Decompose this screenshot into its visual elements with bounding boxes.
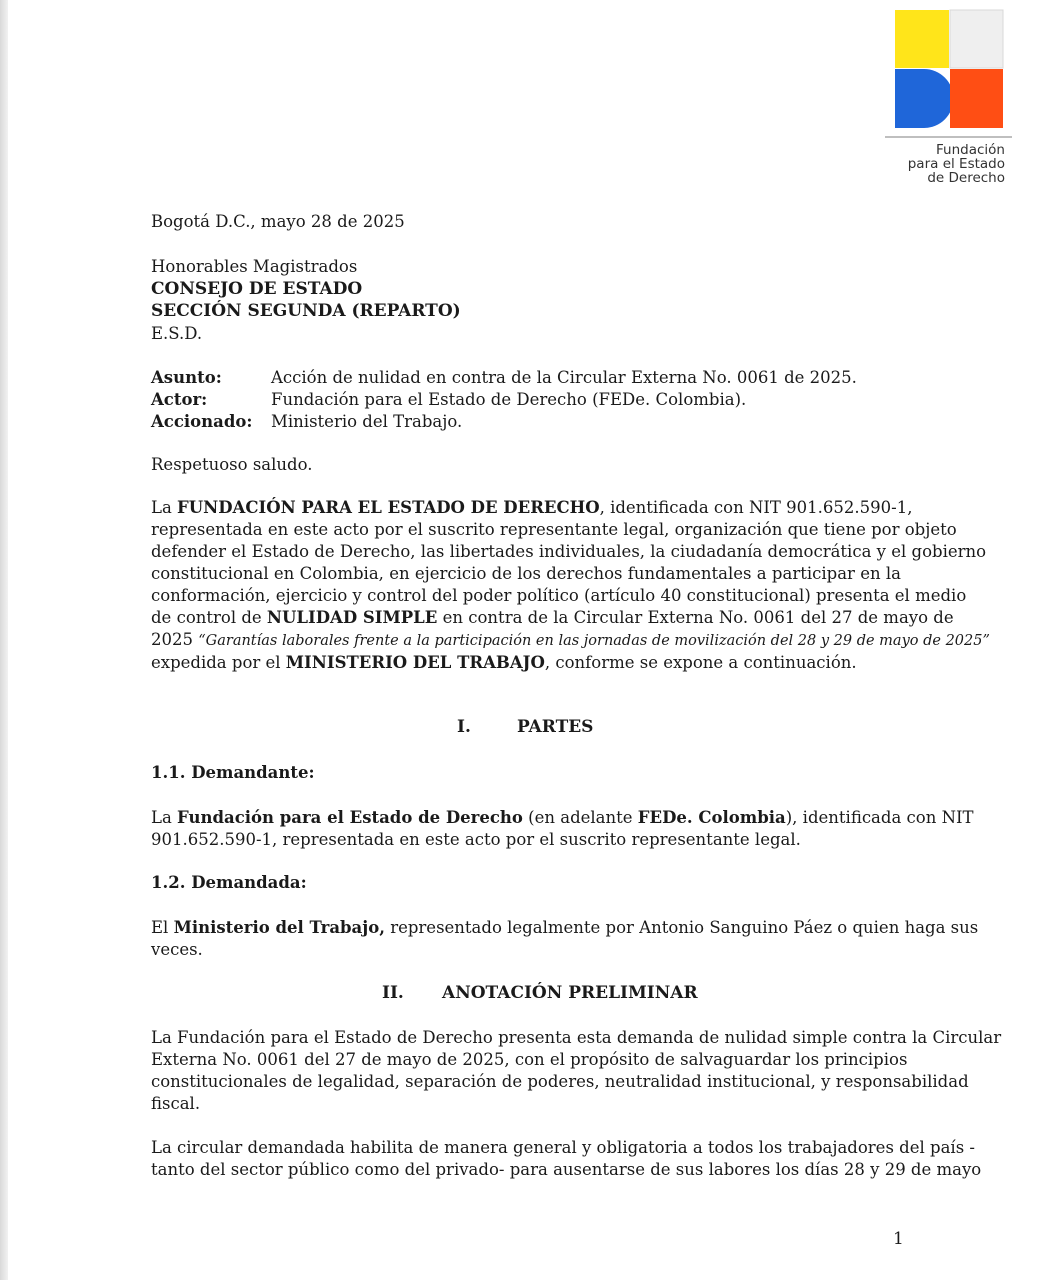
foundation-name-bold: FUNDACIÓN PARA EL ESTADO DE DERECHO (177, 498, 600, 517)
intro-line: conformación, ejercicio y control del poder político (artículo 40 constitucional) presenta el medio (151, 586, 967, 605)
fede-bold: FEDe. Colombia (637, 808, 786, 827)
court-name: CONSEJO DE ESTADO (151, 279, 363, 299)
preliminar-line: fiscal. (151, 1094, 201, 1113)
demandada-paragraph (151, 917, 979, 961)
salutation: Honorables Magistrados (151, 257, 358, 276)
text-run: (en adelante (522, 808, 638, 827)
court-section: SECCIÓN SEGUNDA (REPARTO) (151, 301, 461, 321)
actor-label: Actor: (151, 390, 208, 409)
demandada-line (151, 917, 979, 939)
logo-caption-line: de Derecho (927, 170, 1005, 186)
nulidad-simple-bold: NULIDAD SIMPLE (266, 608, 438, 627)
logo-gray-square (950, 10, 1003, 68)
section-1-title: PARTES (517, 717, 594, 737)
logo-caption (845, 143, 1005, 185)
text-run: El (151, 918, 174, 937)
logo-caption-line: Fundación (936, 142, 1005, 158)
text-run: ), identificada con NIT (785, 808, 974, 827)
preliminar-line: tanto del sector público como del privado- para ausentarse de sus labores los días 28 y 29 de mayo (151, 1160, 982, 1179)
text-run: , identificada con NIT 901.652.590-1, (599, 498, 913, 517)
accionado-row (151, 412, 462, 431)
text-run: , conforme se expone a continuación. (544, 653, 857, 672)
esd-line: E.S.D. (151, 324, 203, 343)
foundation-name-bold: Fundación para el Estado de Derecho (177, 808, 523, 827)
intro-line: constitucional en Colombia, en ejercicio de los derechos fundamentales a participar en la (151, 564, 901, 583)
logo-blue-d-shape (895, 69, 954, 128)
asunto-value: Acción de nulidad en contra de la Circular Externa No. 0061 de 2025. (271, 368, 857, 387)
section-2-title: ANOTACIÓN PRELIMINAR (442, 983, 698, 1003)
date-line: Bogotá D.C., mayo 28 de 2025 (151, 212, 405, 231)
page-number: 1 (893, 1229, 904, 1249)
demandante-line: 901.652.590-1, representada en este acto por el suscrito representante legal. (151, 830, 801, 849)
intro-line (151, 607, 954, 629)
actor-row (151, 390, 746, 409)
section-2-number: II. (382, 983, 404, 1003)
preliminar-paragraph-1 (151, 1027, 1002, 1115)
accionado-value: Ministerio del Trabajo. (271, 412, 463, 431)
intro-line (151, 497, 913, 519)
intro-line (151, 652, 901, 674)
accionado-label: Accionado: (151, 412, 253, 431)
ministry-name-bold: Ministerio del Trabajo, (173, 918, 385, 937)
logo-orange-square (950, 69, 1003, 128)
logo-caption-line: para el Estado (907, 156, 1005, 172)
circular-title-quote: “Garantías laborales frente a la participación en las jornadas de movilización del 28 y 29 de mayo de 2025” (198, 633, 990, 649)
text-run: La (151, 498, 178, 517)
greeting: Respetuoso saludo. (151, 455, 313, 474)
preliminar-line: La Fundación para el Estado de Derecho presenta esta demanda de nulidad simple contra la Circular (151, 1028, 1002, 1047)
intro-line (151, 629, 990, 652)
subsection-demandada: 1.2. Demandada: (151, 873, 307, 892)
asunto-label: Asunto: (151, 368, 222, 387)
text-run: 2025 (151, 630, 199, 649)
logo-yellow-square (895, 10, 949, 68)
actor-value: Fundación para el Estado de Derecho (FEDe. Colombia). (271, 390, 747, 409)
intro-line: representada en este acto por el suscrito representante legal, organización que tiene por objeto (151, 520, 957, 539)
intro-line: defender el Estado de Derecho, las libertades individuales, la ciudadanía democrática y el gobierno (151, 542, 987, 561)
subsection-demandante: 1.1. Demandante: (151, 763, 315, 782)
preliminar-line: La circular demandada habilita de manera general y obligatoria a todos los trabajadores del país - (151, 1138, 975, 1157)
demandante-paragraph (151, 807, 974, 851)
ministry-name-bold: MINISTERIO DEL TRABAJO (285, 653, 545, 672)
preliminar-line: Externa No. 0061 del 27 de mayo de 2025, con el propósito de salvaguardar los principios (151, 1050, 908, 1069)
text-run: La (151, 808, 178, 827)
preliminar-paragraph-2 (151, 1137, 982, 1181)
preliminar-line: constitucionales de legalidad, separación de poderes, neutralidad institucional, y responsabilidad (151, 1072, 969, 1091)
text-run: en contra de la Circular Externa No. 0061 del 27 de mayo de (437, 608, 954, 627)
page-shadow (0, 0, 8, 1280)
demandante-line (151, 807, 974, 829)
section-1-number: I. (457, 717, 471, 737)
intro-paragraph (151, 497, 990, 674)
text-run: de control de (151, 608, 267, 627)
text-run: expedida por el (151, 653, 286, 672)
demandada-line: veces. (151, 940, 203, 959)
text-run: representado legalmente por Antonio Sanguino Páez o quien haga sus (384, 918, 979, 937)
asunto-row (151, 368, 857, 387)
